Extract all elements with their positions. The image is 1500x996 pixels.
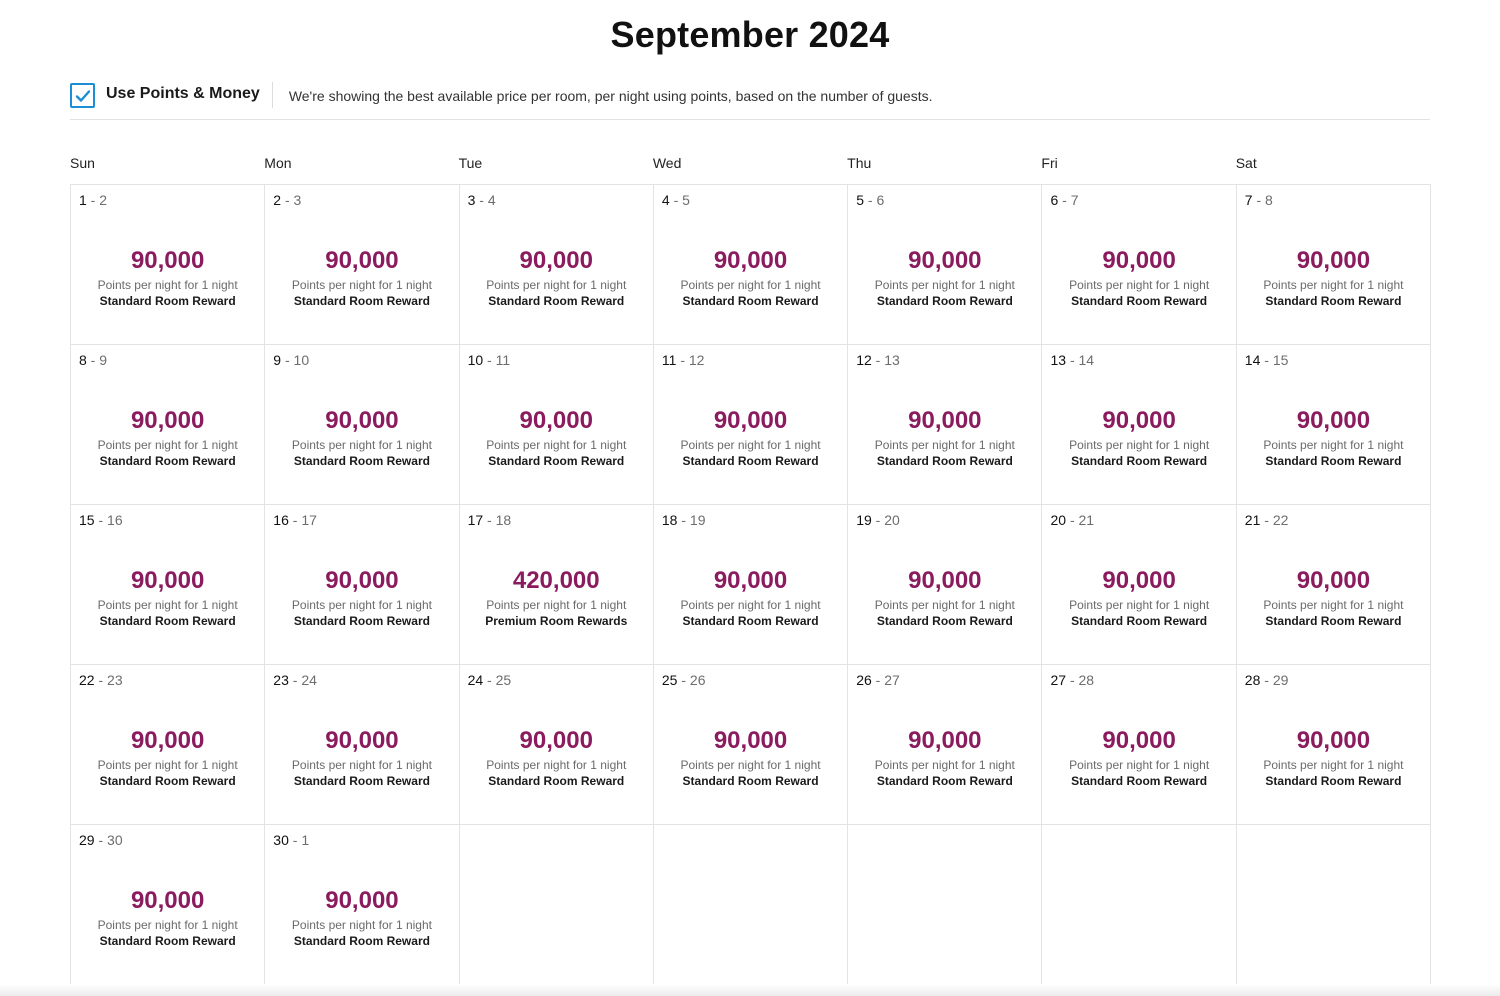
- date-to: 12: [688, 352, 705, 368]
- points-value: 90,000: [713, 727, 788, 754]
- date-separator: -: [1066, 352, 1079, 368]
- date-range: [273, 192, 301, 208]
- date-range: [856, 192, 884, 208]
- date-to: 27: [884, 672, 900, 688]
- room-type-label: Standard Room Reward: [1071, 454, 1208, 468]
- day-cell[interactable]: [848, 665, 1042, 825]
- day-cell[interactable]: [460, 345, 654, 505]
- day-cell[interactable]: [71, 345, 265, 505]
- points-per-night-label: Points per night for 1 night: [291, 918, 432, 932]
- date-from: 14: [1244, 352, 1261, 368]
- date-separator: -: [86, 352, 100, 368]
- date-range: [662, 192, 690, 208]
- toolbar-divider: [272, 82, 273, 108]
- date-to: 30: [107, 832, 123, 848]
- date-separator: -: [288, 672, 302, 688]
- date-separator: -: [86, 192, 100, 208]
- day-cell[interactable]: [1042, 665, 1236, 825]
- day-cell[interactable]: [1042, 185, 1236, 345]
- day-cell[interactable]: [460, 665, 654, 825]
- date-to: 19: [689, 512, 706, 528]
- date-range: [1050, 512, 1094, 528]
- date-to: 15: [1272, 352, 1289, 368]
- date-range: [856, 352, 900, 368]
- points-value: 90,000: [130, 247, 205, 274]
- points-value: 90,000: [130, 727, 205, 754]
- date-separator: -: [1066, 512, 1079, 528]
- points-per-night-label: Points per night for 1 night: [874, 438, 1015, 452]
- points-per-night-label: Points per night for 1 night: [97, 278, 238, 292]
- weekday-sun: Sun: [70, 155, 95, 171]
- day-cell[interactable]: [265, 345, 459, 505]
- points-value: 90,000: [325, 887, 399, 914]
- date-to: 2: [99, 192, 108, 208]
- points-per-night-label: Points per night for 1 night: [97, 918, 238, 932]
- room-type-label: Standard Room Reward: [99, 454, 236, 468]
- date-from: 30: [273, 832, 289, 848]
- date-from: 15: [79, 512, 95, 528]
- date-to: 3: [293, 192, 302, 208]
- day-cell[interactable]: [265, 825, 459, 985]
- date-separator: -: [1260, 512, 1273, 528]
- points-per-night-label: Points per night for 1 night: [680, 278, 821, 292]
- points-value: 90,000: [713, 567, 788, 594]
- date-from: 22: [79, 672, 95, 688]
- day-cell[interactable]: [460, 185, 654, 345]
- empty-day-cell: [1042, 825, 1236, 985]
- date-separator: -: [1066, 672, 1079, 688]
- date-from: 16: [273, 512, 289, 528]
- date-to: 29: [1272, 672, 1289, 688]
- points-value: 90,000: [130, 887, 205, 914]
- room-type-label: Premium Room Rewards: [485, 614, 628, 628]
- room-type-label: Standard Room Reward: [99, 934, 236, 948]
- points-per-night-label: Points per night for 1 night: [1069, 758, 1210, 772]
- date-to: 20: [884, 512, 900, 528]
- room-type-label: Standard Room Reward: [1071, 294, 1208, 308]
- room-type-label: Standard Room Reward: [488, 454, 625, 468]
- date-separator: -: [483, 512, 496, 528]
- date-to: 14: [1078, 352, 1095, 368]
- points-value: 90,000: [130, 567, 205, 594]
- points-per-night-label: Points per night for 1 night: [97, 438, 238, 452]
- date-separator: -: [677, 672, 690, 688]
- weekday-thu: Thu: [847, 155, 872, 171]
- room-type-label: Standard Room Reward: [1265, 614, 1402, 628]
- date-to: 28: [1078, 672, 1095, 688]
- date-separator: -: [288, 512, 302, 528]
- date-to: 11: [495, 352, 511, 368]
- day-cell[interactable]: [1237, 665, 1431, 825]
- date-range: [273, 352, 309, 368]
- weekday-sat: Sat: [1235, 155, 1257, 171]
- points-value: 90,000: [908, 247, 982, 274]
- date-from: 7: [1244, 192, 1253, 208]
- date-to: 6: [876, 192, 885, 208]
- date-to: 16: [107, 512, 123, 528]
- date-range: [79, 512, 123, 528]
- room-type-label: Standard Room Reward: [293, 294, 430, 308]
- date-to: 21: [1078, 512, 1095, 528]
- date-separator: -: [94, 672, 108, 688]
- room-type-label: Standard Room Reward: [682, 614, 819, 628]
- room-type-label: Standard Room Reward: [876, 614, 1013, 628]
- date-separator: -: [1260, 352, 1273, 368]
- date-range: [79, 192, 107, 208]
- day-cell[interactable]: [71, 825, 265, 985]
- date-separator: -: [281, 352, 294, 368]
- date-from: 21: [1244, 512, 1261, 528]
- points-value: 90,000: [713, 407, 788, 434]
- date-from: 24: [467, 672, 484, 688]
- points-value: 90,000: [1102, 727, 1176, 754]
- weekday-fri: Fri: [1041, 155, 1058, 171]
- date-to: 1: [301, 832, 310, 848]
- date-from: 27: [1050, 672, 1067, 688]
- room-type-label: Standard Room Reward: [293, 934, 430, 948]
- points-value: 90,000: [325, 727, 399, 754]
- room-type-label: Standard Room Reward: [682, 454, 819, 468]
- day-cell[interactable]: [848, 185, 1042, 345]
- date-range: [468, 192, 496, 208]
- date-to: 22: [1272, 512, 1289, 528]
- date-to: 17: [301, 512, 317, 528]
- date-range: [273, 832, 309, 848]
- date-from: 29: [79, 832, 95, 848]
- day-cell[interactable]: [654, 345, 848, 505]
- empty-day-cell: [654, 825, 848, 985]
- date-range: [856, 512, 900, 528]
- date-to: 18: [495, 512, 512, 528]
- date-separator: -: [677, 512, 690, 528]
- date-range: [1050, 352, 1094, 368]
- date-separator: -: [483, 672, 496, 688]
- points-per-night-label: Points per night for 1 night: [1069, 438, 1210, 452]
- room-type-label: Standard Room Reward: [1071, 774, 1208, 788]
- points-value: 90,000: [1102, 407, 1176, 434]
- points-per-night-label: Points per night for 1 night: [680, 438, 821, 452]
- day-cell[interactable]: [71, 505, 265, 665]
- date-range: [1245, 352, 1289, 368]
- points-per-night-label: Points per night for 1 night: [680, 598, 821, 612]
- use-points-label[interactable]: Use Points & Money: [106, 85, 260, 102]
- use-points-checkbox[interactable]: [70, 83, 95, 108]
- room-type-label: Standard Room Reward: [876, 774, 1013, 788]
- month-title: September 2024: [610, 14, 890, 55]
- points-value: 90,000: [1296, 567, 1371, 594]
- day-cell[interactable]: [654, 505, 848, 665]
- date-separator: -: [863, 192, 877, 208]
- date-from: 26: [856, 672, 872, 688]
- date-separator: -: [483, 352, 496, 368]
- points-per-night-label: Points per night for 1 night: [486, 598, 627, 612]
- points-per-night-label: Points per night for 1 night: [291, 598, 432, 612]
- points-value: 90,000: [713, 247, 788, 274]
- date-from: 17: [467, 512, 484, 528]
- date-from: 19: [856, 512, 872, 528]
- points-value: 90,000: [908, 407, 982, 434]
- date-separator: -: [871, 352, 885, 368]
- points-per-night-label: Points per night for 1 night: [97, 758, 238, 772]
- date-from: 12: [856, 352, 872, 368]
- date-from: 25: [661, 672, 678, 688]
- date-separator: -: [669, 192, 683, 208]
- date-range: [273, 512, 317, 528]
- date-from: 28: [1244, 672, 1261, 688]
- room-type-label: Standard Room Reward: [876, 294, 1013, 308]
- day-cell[interactable]: [71, 665, 265, 825]
- date-range: [856, 672, 900, 688]
- room-type-label: Standard Room Reward: [99, 614, 236, 628]
- room-type-label: Standard Room Reward: [99, 774, 236, 788]
- points-per-night-label: Points per night for 1 night: [291, 278, 432, 292]
- calendar-grid: [70, 184, 1431, 985]
- points-per-night-label: Points per night for 1 night: [486, 758, 627, 772]
- date-separator: -: [1252, 192, 1266, 208]
- weekday-mon: Mon: [264, 155, 292, 171]
- date-range: [1050, 672, 1094, 688]
- date-to: 9: [99, 352, 108, 368]
- date-separator: -: [94, 832, 108, 848]
- day-cell[interactable]: [265, 185, 459, 345]
- points-per-night-label: Points per night for 1 night: [486, 278, 627, 292]
- weekday-wed: Wed: [652, 155, 682, 171]
- points-per-night-label: Points per night for 1 night: [1069, 598, 1210, 612]
- points-per-night-label: Points per night for 1 night: [1069, 278, 1210, 292]
- points-per-night-label: Points per night for 1 night: [291, 438, 432, 452]
- points-value: 90,000: [1296, 727, 1371, 754]
- date-from: 23: [273, 672, 289, 688]
- date-to: 24: [301, 672, 317, 688]
- date-from: 3: [467, 192, 476, 208]
- points-value: 90,000: [1102, 247, 1176, 274]
- date-to: 13: [884, 352, 900, 368]
- room-type-label: Standard Room Reward: [488, 294, 625, 308]
- points-value: 90,000: [325, 567, 399, 594]
- day-cell[interactable]: [1237, 345, 1431, 505]
- points-per-night-label: Points per night for 1 night: [1263, 758, 1404, 772]
- room-type-label: Standard Room Reward: [293, 454, 430, 468]
- date-to: 7: [1070, 192, 1079, 208]
- points-per-night-label: Points per night for 1 night: [874, 758, 1015, 772]
- date-range: [1245, 192, 1273, 208]
- date-to: 23: [107, 672, 123, 688]
- day-cell[interactable]: [460, 505, 654, 665]
- room-type-label: Standard Room Reward: [876, 454, 1013, 468]
- day-cell[interactable]: [654, 185, 848, 345]
- day-cell[interactable]: [1042, 345, 1236, 505]
- date-from: 1: [79, 192, 87, 208]
- points-value: 420,000: [512, 567, 600, 594]
- date-range: [468, 512, 512, 528]
- points-value: 90,000: [519, 407, 593, 434]
- date-to: 4: [487, 192, 496, 208]
- date-from: 5: [856, 192, 864, 208]
- room-type-label: Standard Room Reward: [1265, 774, 1402, 788]
- date-to: 8: [1265, 192, 1273, 208]
- room-type-label: Standard Room Reward: [293, 614, 430, 628]
- date-range: [1245, 672, 1289, 688]
- day-cell[interactable]: [848, 345, 1042, 505]
- date-from: 13: [1050, 352, 1067, 368]
- points-per-night-label: Points per night for 1 night: [874, 598, 1015, 612]
- date-from: 4: [661, 192, 670, 208]
- weekday-tue: Tue: [458, 155, 483, 171]
- date-separator: -: [288, 832, 302, 848]
- date-separator: -: [871, 672, 885, 688]
- room-type-label: Standard Room Reward: [1071, 614, 1208, 628]
- date-range: [1245, 512, 1289, 528]
- points-value: 90,000: [130, 407, 205, 434]
- points-per-night-label: Points per night for 1 night: [291, 758, 432, 772]
- date-range: [662, 672, 706, 688]
- checkmark-icon: [75, 89, 91, 103]
- room-type-label: Standard Room Reward: [293, 774, 430, 788]
- day-cell[interactable]: [1237, 185, 1431, 345]
- points-value: 90,000: [519, 247, 593, 274]
- day-cell[interactable]: [265, 665, 459, 825]
- points-toolbar: [70, 80, 1430, 120]
- date-separator: -: [94, 512, 108, 528]
- room-type-label: Standard Room Reward: [682, 294, 819, 308]
- points-value: 90,000: [908, 567, 982, 594]
- empty-day-cell: [460, 825, 654, 985]
- date-to: 10: [293, 352, 310, 368]
- scroll-fade: [0, 984, 1500, 996]
- date-range: [468, 352, 511, 368]
- date-from: 9: [273, 352, 282, 368]
- day-cell[interactable]: [71, 185, 265, 345]
- date-range: [1050, 192, 1078, 208]
- points-per-night-label: Points per night for 1 night: [874, 278, 1015, 292]
- date-separator: -: [871, 512, 885, 528]
- date-separator: -: [1058, 192, 1071, 208]
- date-to: 26: [689, 672, 706, 688]
- date-range: [273, 672, 317, 688]
- date-range: [79, 832, 123, 848]
- weekday-header: [70, 155, 1430, 175]
- day-cell[interactable]: [848, 505, 1042, 665]
- pricing-note: We're showing the best available price per room, per night using points, based on the number of guests.: [288, 88, 933, 104]
- day-cell[interactable]: [654, 665, 848, 825]
- date-to: 25: [495, 672, 512, 688]
- points-per-night-label: Points per night for 1 night: [97, 598, 238, 612]
- date-range: [468, 672, 512, 688]
- room-type-label: Standard Room Reward: [682, 774, 819, 788]
- room-type-label: Standard Room Reward: [1265, 454, 1402, 468]
- date-separator: -: [281, 192, 294, 208]
- date-range: [79, 672, 123, 688]
- date-range: [79, 352, 107, 368]
- room-type-label: Standard Room Reward: [488, 774, 625, 788]
- date-separator: -: [475, 192, 488, 208]
- points-per-night-label: Points per night for 1 night: [1263, 438, 1404, 452]
- points-value: 90,000: [1296, 247, 1371, 274]
- date-to: 5: [682, 192, 690, 208]
- date-from: 18: [661, 512, 678, 528]
- date-range: [662, 352, 705, 368]
- points-per-night-label: Points per night for 1 night: [680, 758, 821, 772]
- date-from: 8: [79, 352, 87, 368]
- points-value: 90,000: [325, 247, 399, 274]
- date-separator: -: [1260, 672, 1273, 688]
- day-cell[interactable]: [1042, 505, 1236, 665]
- points-value: 90,000: [1296, 407, 1371, 434]
- points-value: 90,000: [1102, 567, 1176, 594]
- points-per-night-label: Points per night for 1 night: [1263, 278, 1404, 292]
- day-cell[interactable]: [265, 505, 459, 665]
- date-range: [662, 512, 706, 528]
- points-value: 90,000: [325, 407, 399, 434]
- date-from: 10: [467, 352, 484, 368]
- date-separator: -: [676, 352, 689, 368]
- date-from: 20: [1050, 512, 1067, 528]
- empty-day-cell: [1237, 825, 1431, 985]
- room-type-label: Standard Room Reward: [99, 294, 236, 308]
- day-cell[interactable]: [1237, 505, 1431, 665]
- date-from: 11: [661, 352, 677, 368]
- empty-day-cell: [848, 825, 1042, 985]
- date-from: 6: [1050, 192, 1059, 208]
- points-per-night-label: Points per night for 1 night: [486, 438, 627, 452]
- points-per-night-label: Points per night for 1 night: [1263, 598, 1404, 612]
- points-value: 90,000: [908, 727, 982, 754]
- points-value: 90,000: [519, 727, 593, 754]
- room-type-label: Standard Room Reward: [1265, 294, 1402, 308]
- date-from: 2: [273, 192, 282, 208]
